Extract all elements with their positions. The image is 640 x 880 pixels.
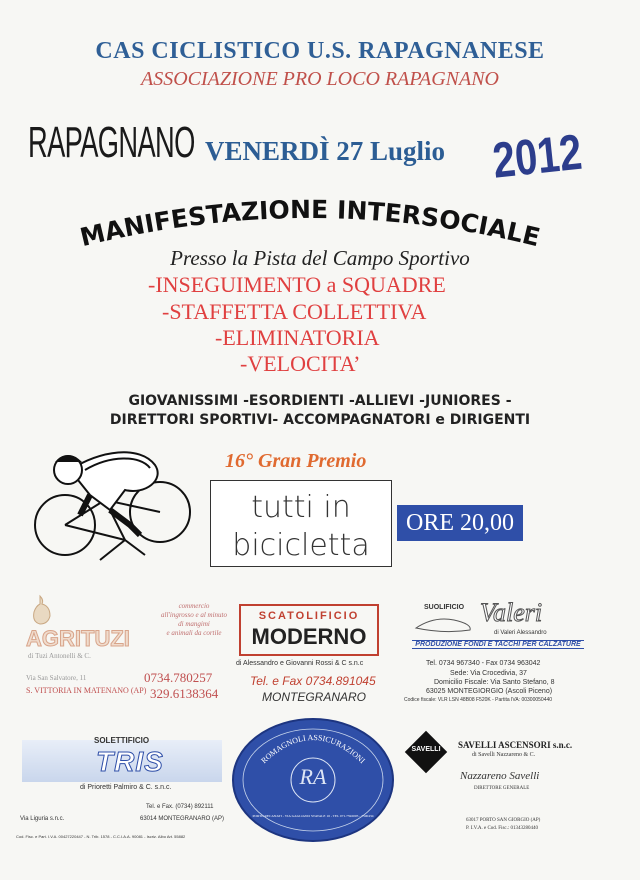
categories-line: GIOVANISSIMI -ESORDIENTI -ALLIEVI -JUNIORES - [128,393,512,409]
slogan-line: tutti in [251,490,351,525]
grand-prix-title: 16° Gran Premio [225,450,367,472]
categories-line: DIRETTORI SPORTIVI- ACCOMPAGNATORI e DIRIGENTI [109,412,531,428]
svg-text:MANIFESTAZIONE INTERSOCIALE [77,195,543,252]
tris-phone: Tel. e Fax. (0734) 892111 [146,804,214,810]
moderno-city: MONTEGRANARO [262,690,367,704]
valeri-small: SUOLIFICIO [424,604,465,611]
valeri-city: 63025 MONTEGIORGIO (Ascoli Piceno) [426,688,553,695]
town-name: RAPAGNANO [28,118,195,167]
romagnoli-address: PORTO RECANATI - VIA GAGLIANO STATALE 16 - TEL 071.7592005 - 7590434 [252,814,374,818]
moderno-line2: MODERNO [251,624,367,649]
moderno-phone: Tel. e Fax 0734.891045 [250,674,376,688]
savelli-name: SAVELLI ASCENSORI s.n.c. [458,740,573,750]
tris-city: 63014 MONTEGRANARO (AP) [140,816,225,822]
valeri-code: Codice fiscale: VLR LSN 48B08 F520K - Partita IVA: 00300050440 [404,697,553,703]
agrituzi-description [154,602,234,638]
moderno-line1: SCATOLIFICIO [258,610,360,622]
sponsor-agrituzi [22,590,227,710]
sponsor-moderno [236,600,386,710]
event-item: -ELIMINATORIA [215,325,380,350]
desc-line: di mangimi [178,620,210,628]
valeri-fiscal: Domicilio Fiscale: Via Santo Stefano, 8 [434,679,555,686]
desc-line: e animali da cortile [166,629,222,637]
event-item: -INSEGUIMENTO a SQUADRE [148,272,446,297]
valeri-tagline: PRODUZIONE FONDI E TACCHI PER CALZATURE [412,640,584,649]
sponsor-savelli [400,728,605,846]
savelli-owner: di Savelli Nazzareno & C. [472,752,536,758]
agrituzi-mobile: 329.6138364 [150,686,219,701]
savelli-signature: Nazzareno Savelli [460,770,540,782]
association-name: ASSOCIAZIONE PRO LOCO RAPAGNANO [141,68,499,90]
event-title-text: MANIFESTAZIONE INTERSOCIALE [77,194,543,253]
club-name: CAS CICLISTICO U.S. RAPAGNANESE [95,38,545,64]
tris-logo: TRIS [96,746,164,777]
slogan-line: bicicletta [232,528,370,563]
rooster-icon [28,594,54,628]
shoe-sole-icon [414,614,474,634]
event-item: -VELOCITA’ [240,351,361,376]
romagnoli-name: ROMAGNOLI ASSICURAZIONI [259,732,367,766]
tris-footer: Cod. Fisc. e Part. I.V.A. 00427220447 - N. Trib. 1578 - C.C.I.A.A. 90081 - Iscriz. Albo Art. 55882 [16,834,186,839]
sponsor-tris [14,732,229,850]
romagnoli-monogram: RA [299,764,327,789]
savelli-logo-text: SAVELLI [411,746,441,753]
sponsor-valeri [404,598,585,710]
valeri-sede: Sede: Via Crocedivia, 37 [450,670,527,677]
agrituzi-address: Via San Salvatore, 11 [26,674,87,682]
tris-address: Via Liguria s.n.c. [20,816,65,822]
agrituzi-owner: di Tuzi Antonelli & C. [28,652,91,660]
agrituzi-phone: 0734.780257 [144,670,213,685]
event-date: VENERDÌ 27 Luglio [205,136,446,166]
start-time-badge: ORE 20,00 [397,505,523,541]
valeri-phone: Tel. 0734 967340 - Fax 0734 963042 [426,660,541,667]
savelli-city: 63017 PORTO SAN GIORGIO (AP) [466,818,541,823]
location-text: Presso la Pista del Campo Sportivo [170,246,470,270]
sponsor-romagnoli [232,718,394,843]
tris-owner: di Prioretti Palmiro & C. s.n.c. [80,784,172,791]
event-item: -STAFFETTA COLLETTIVA [162,299,427,324]
agrituzi-city: S. VITTORIA IN MATENANO (AP) [26,686,147,695]
slogan-box [210,480,392,567]
event-year: 2012 [490,123,585,189]
desc-line: all'ingrosso e al minuto [161,611,227,619]
valeri-owner: di Valeri Alessandro [494,630,547,636]
moderno-owners: di Alessandro e Giovanni Rossi & C s.n.c [236,660,364,667]
agrituzi-logo: AGRITUZI [26,626,130,651]
savelli-vat: P. I.V.A. e Cod. Fisc.: 01343280440 [466,826,538,831]
desc-line: commercio [178,602,210,610]
valeri-logo: Valeri [480,598,543,627]
tris-small: SOLETTIFICIO [94,736,150,745]
cyclist-illustration [30,440,210,570]
savelli-role: DIRETTORE GENERALE [474,786,530,791]
